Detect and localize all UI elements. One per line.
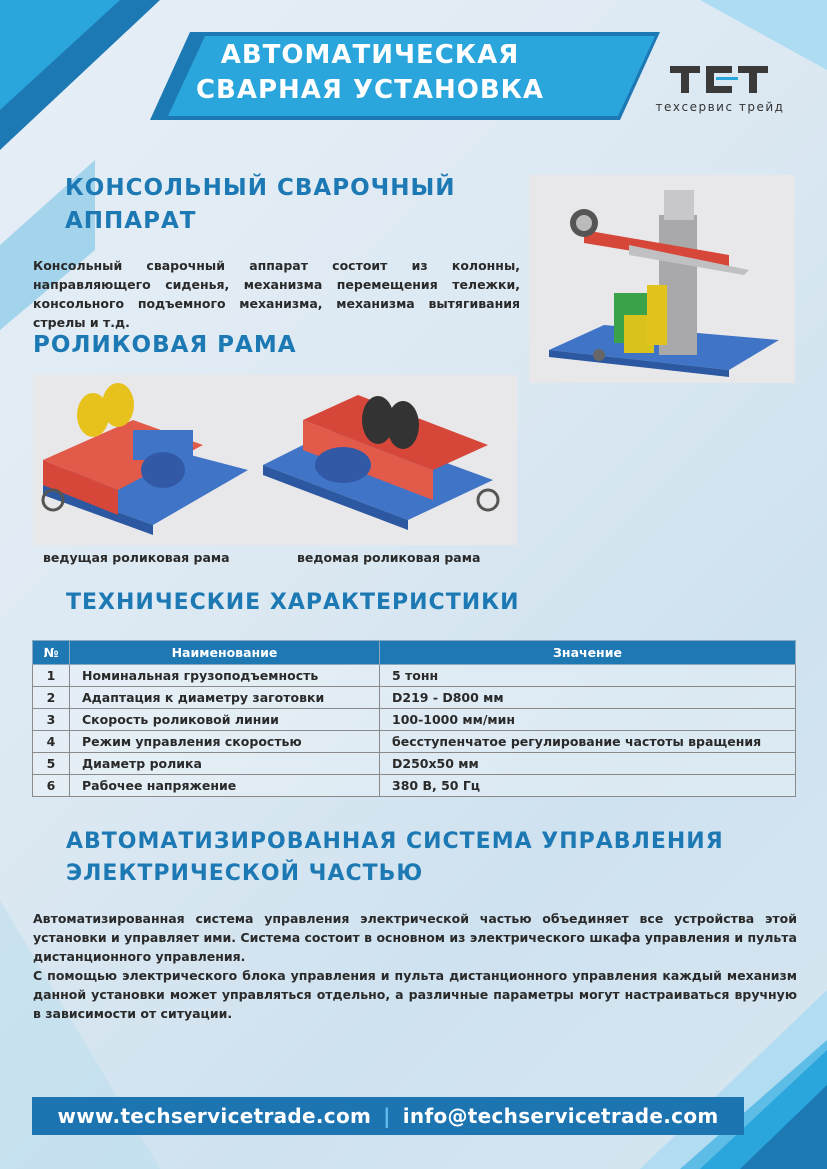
row-name: Диаметр ролика <box>70 753 380 775</box>
roller-frame-heading: РОЛИКОВАЯ РАМА <box>33 332 297 358</box>
roller-frames-image <box>33 375 517 545</box>
column-header-number: № <box>33 641 70 665</box>
row-number: 3 <box>33 709 70 731</box>
control-system-heading: АВТОМАТИЗИРОВАННАЯ СИСТЕМА УПРАВЛЕНИЯ ЭЛЕКТРИЧЕСКОЙ ЧАСТЬЮ <box>66 829 724 886</box>
row-name: Адаптация к диаметру заготовки <box>70 687 380 709</box>
specs-heading: ТЕХНИЧЕСКИЕ ХАРАКТЕРИСТИКИ <box>66 590 520 615</box>
row-name: Скорость роликовой линии <box>70 709 380 731</box>
table-row <box>33 775 796 797</box>
footer-contacts <box>32 1097 744 1135</box>
email-link[interactable]: info@techservicetrade.com <box>402 1104 719 1128</box>
row-number: 5 <box>33 753 70 775</box>
console-description: Консольный сварочный аппарат состоит из колонны, направляющего сиденья, механизма перемещения тележки, консольного подъемного механизма, механизма вытягивания стрелы и т.д. <box>33 258 520 330</box>
specs-table <box>32 640 796 797</box>
row-number: 6 <box>33 775 70 797</box>
row-name: Режим управления скоростью <box>70 731 380 753</box>
logo-subtitle: техсервис трейд <box>655 100 785 114</box>
control-paragraph-1: Автоматизированная система управления электрической частью объединяет все устройства этой установки и управляет ими. Система состоит в основном из электрического шкафа управления и пульта дистанционного управления. <box>33 911 797 964</box>
table-row <box>33 665 796 687</box>
column-header-name: Наименование <box>70 641 380 665</box>
row-value: 380 В, 50 Гц <box>380 775 796 797</box>
row-value: бесступенчатое регулирование частоты вращения <box>380 731 796 753</box>
row-name: Рабочее напряжение <box>70 775 380 797</box>
specs-header-row <box>33 641 796 665</box>
console-welding-machine-image <box>529 175 795 383</box>
row-value: 100-1000 мм/мин <box>380 709 796 731</box>
table-row <box>33 753 796 775</box>
table-row <box>33 709 796 731</box>
row-number: 1 <box>33 665 70 687</box>
table-row <box>33 687 796 709</box>
column-header-value: Значение <box>380 641 796 665</box>
footer-separator: | <box>383 1104 391 1128</box>
drive-roller-frame-caption: ведущая роликовая рама <box>43 550 230 565</box>
page-title: АВТОМАТИЧЕСКАЯ СВАРНАЯ УСТАНОВКА <box>195 40 545 105</box>
row-value: D219 - D800 мм <box>380 687 796 709</box>
console-heading: КОНСОЛЬНЫЙ СВАРОЧНЫЙ АППАРАТ <box>65 175 456 234</box>
row-value: 5 тонн <box>380 665 796 687</box>
row-value: D250x50 мм <box>380 753 796 775</box>
control-system-description <box>33 909 797 1023</box>
website-link[interactable]: www.techservicetrade.com <box>57 1104 372 1128</box>
row-number: 2 <box>33 687 70 709</box>
row-number: 4 <box>33 731 70 753</box>
row-name: Номинальная грузоподъемность <box>70 665 380 687</box>
control-paragraph-2: С помощью электрического блока управления и пульта дистанционного управления каждый механизм данной установки может управляться отдельно, а различные параметры могут настраиваться вручную в зависимости от ситуации. <box>33 968 797 1021</box>
driven-roller-frame-caption: ведомая роликовая рама <box>297 550 481 565</box>
table-row <box>33 731 796 753</box>
